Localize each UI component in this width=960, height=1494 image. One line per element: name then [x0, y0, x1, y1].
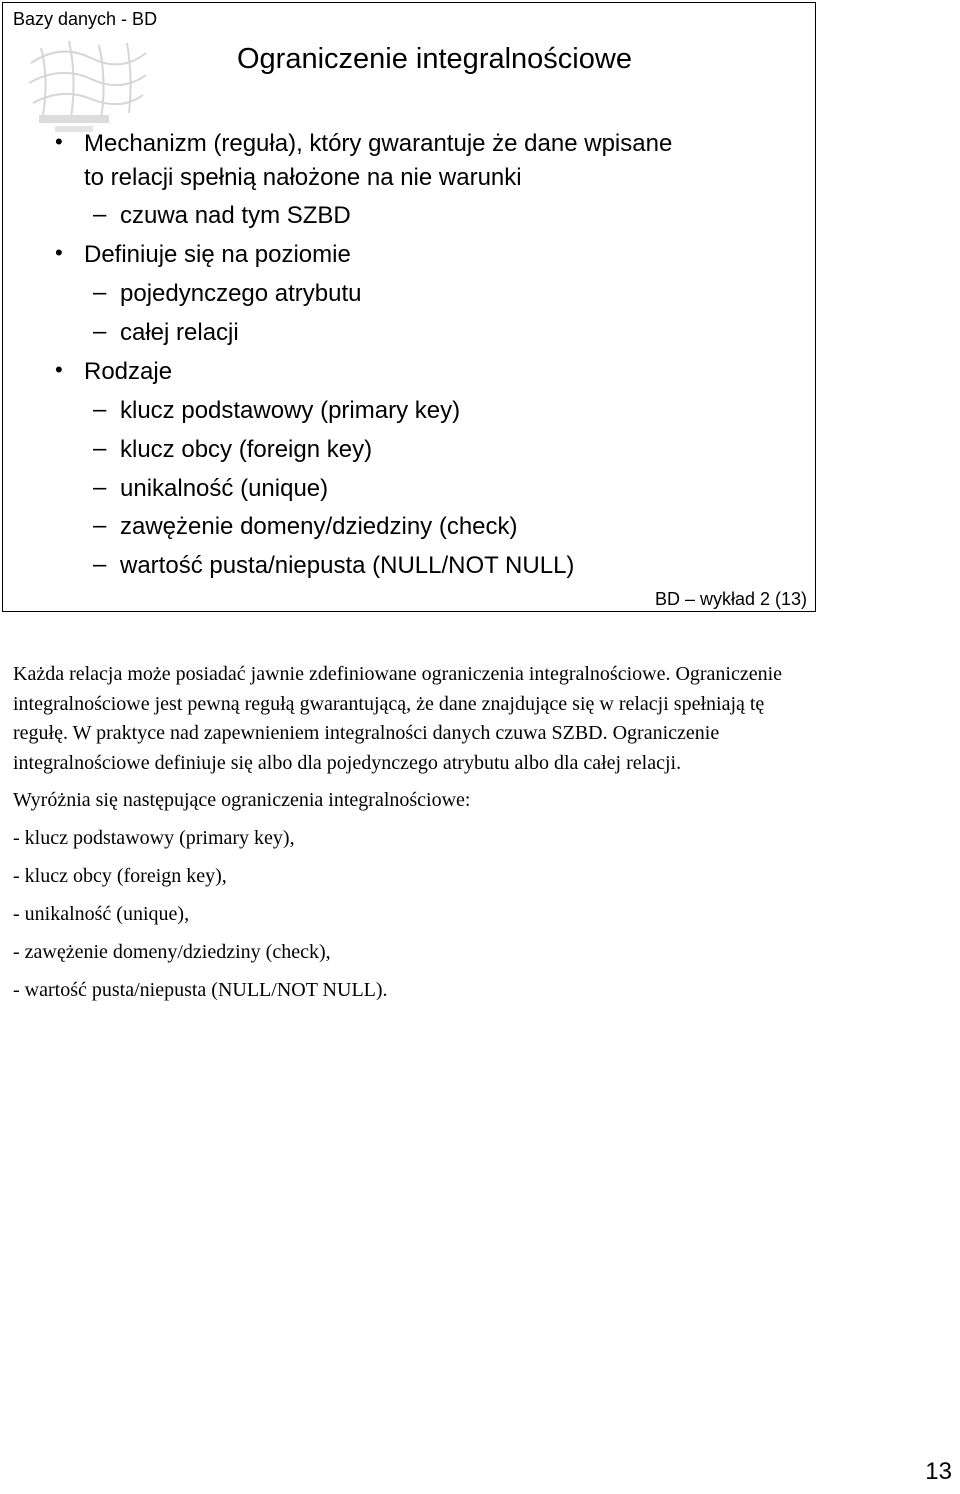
sub-bullet-item: unikalność (unique)	[120, 475, 329, 502]
bullet-dot: •	[55, 129, 63, 154]
dash-marker: –	[93, 279, 107, 306]
dash-marker: –	[93, 318, 107, 345]
sub-bullet-item: wartość pusta/niepusta (NULL/NOT NULL)	[120, 552, 575, 579]
slide	[2, 2, 816, 612]
notes-list-item: - klucz podstawowy (primary key),	[13, 827, 295, 849]
notes-list-item: - wartość pusta/niepusta (NULL/NOT NULL).	[13, 979, 388, 1001]
sub-bullet-item: pojedynczego atrybutu	[120, 280, 362, 307]
bullet-item: Mechanizm (reguła), który gwarantuje że dane wpisane	[84, 130, 673, 157]
slide-header: Bazy danych - BD	[13, 9, 158, 29]
bullet-item: Definiuje się na poziomie	[84, 241, 351, 268]
slide-footer: BD – wykład 2 (13)	[654, 589, 807, 609]
sub-bullet-item: klucz obcy (foreign key)	[120, 436, 373, 463]
bullet-item-continuation: to relacji spełnią nałożone na nie warunki	[84, 164, 522, 191]
bullet-dot: •	[55, 240, 63, 265]
notes-list-item: - zawężenie domeny/dziedziny (check),	[13, 941, 331, 963]
sub-bullet-item: czuwa nad tym SZBD	[120, 202, 351, 229]
dash-marker: –	[93, 396, 107, 423]
sub-bullet-item: całej relacji	[120, 319, 239, 346]
bullet-item: Rodzaje	[84, 358, 173, 385]
dash-marker: –	[93, 551, 107, 578]
dash-marker: –	[93, 435, 107, 462]
lecture-notes	[13, 660, 813, 1014]
notes-list-item: - unikalność (unique),	[13, 903, 190, 925]
bullet-dot: •	[55, 357, 63, 382]
dash-marker: –	[93, 201, 107, 228]
notes-paragraph: Każda relacja może posiadać jawnie zdefiniowane ograniczenia integralnościowe. Ograniczenie integralnościowe jest pewną regułą gwarantującą, że dane znajdujące się w relacji spełniają tę regułę. W praktyce nad zapewnieniem integralności danych czuwa SZBD. Ograniczenie integralnościowe definiuje się albo dla pojedynczego atrybutu albo dla całej relacji.	[13, 663, 783, 774]
dash-marker: –	[93, 474, 107, 501]
notes-list-item: - klucz obcy (foreign key),	[13, 865, 227, 887]
page-number: 13	[925, 1458, 952, 1485]
dash-marker: –	[93, 512, 107, 539]
sub-bullet-item: zawężenie domeny/dziedziny (check)	[120, 513, 518, 540]
notes-intro: Wyróżnia się następujące ograniczenia integralnościowe:	[13, 789, 471, 811]
slide-bullet-list	[3, 3, 815, 611]
slide-title: Ograniczenie integralnościowe	[237, 43, 632, 75]
sub-bullet-item: klucz podstawowy (primary key)	[120, 397, 461, 424]
